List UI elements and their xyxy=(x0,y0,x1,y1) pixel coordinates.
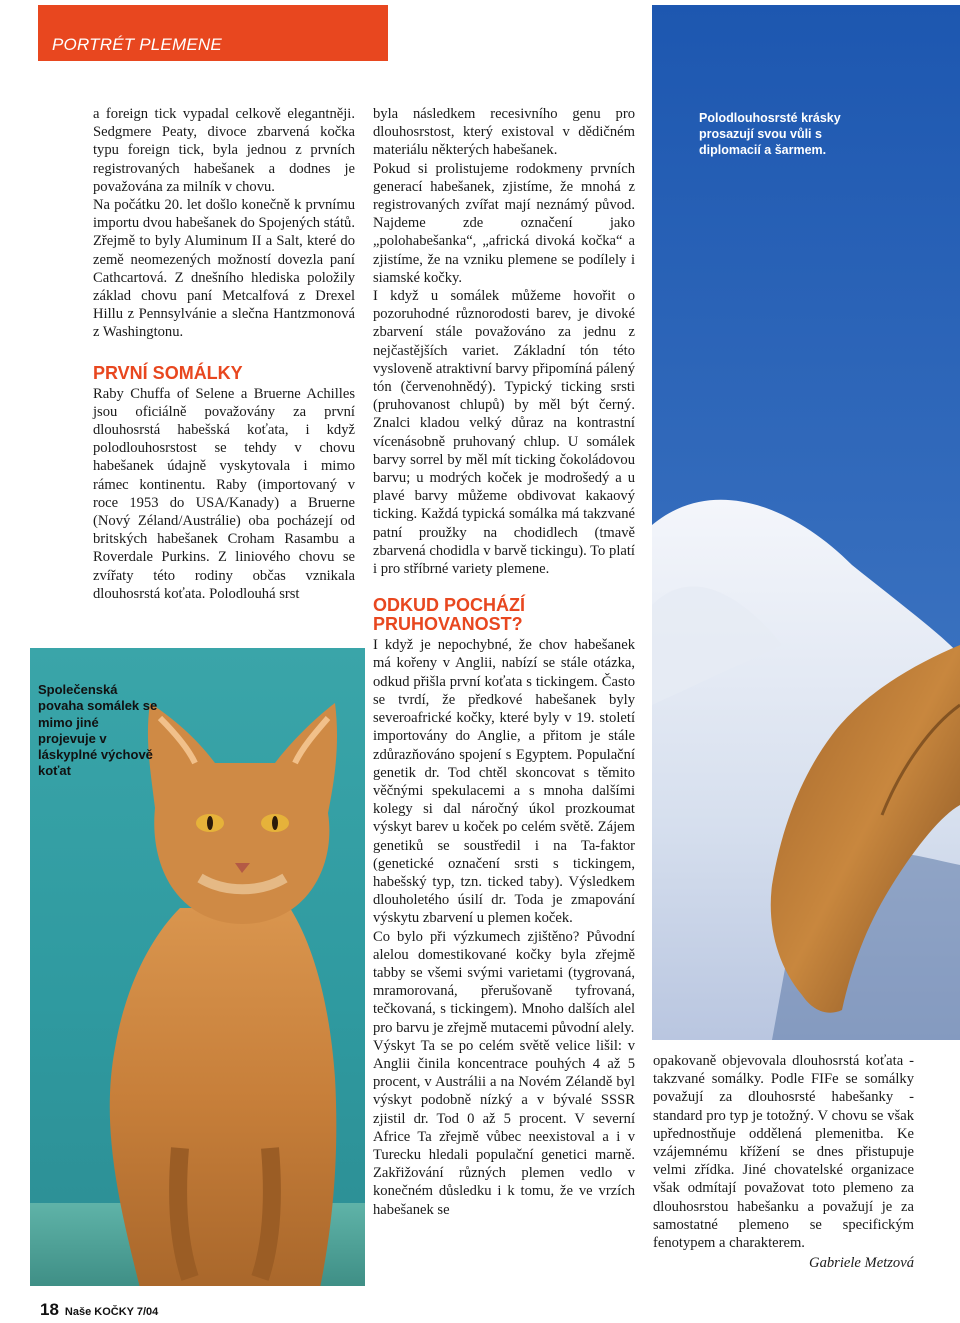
paragraph: Na počátku 20. let došlo konečně k prvnímu importu dvou habešanek do Spojených států. Zřejmě to byly Aluminum II a Salt, které do země neomezených možností dovezla paní Cathcartová. Z dnešního hlediska položily základ chovu paní Metcalfová z Drexel Hillu z Pennsylvánie a slečna Hantzmonová z Washingtonu. xyxy=(93,197,355,341)
paragraph: Co bylo při výzkumech zjištěno? Původní alelou domestikované kočky byla zřejmě tabby se všemi svými varietami (tygrovaná, mramorovaná, přerušovaně tyfrovaná, tečkovaná, s tickingem). Mnoho dalších alel pro barvu je zřejmě mutacemi původní alely. xyxy=(373,928,635,1036)
snow-cat-illustration xyxy=(652,5,960,1040)
magazine-issue: Naše KOČKY 7/04 xyxy=(64,1306,159,1318)
paragraph: Výskyt Ta se po celém světě velice lišil: v Anglii činila koncentrace pouhých 4 až 5 procent, v Austrálii a na Novém Zélandě byl výskyt podobně nízký a v bývalé SSSR zjistil dr. Tod 0 až 5 procent. V severní Africe Ta zřejmě vůbec neexistoval a i v Turecku hledali populační genetici marně. Zakřižování různých plemen vedlo v konečném důsledku i k tomu, že ve vrzích habešanek se xyxy=(373,1037,635,1218)
section-banner xyxy=(38,5,388,61)
section-title: PORTRÉT PLEMENE xyxy=(52,35,222,54)
photo-caption-left: Společenská povaha somálek se mimo jiné projevuje v láskyplné výchově koťat xyxy=(38,682,158,779)
right-photo xyxy=(652,5,960,1040)
text-column-1 xyxy=(93,105,355,603)
page-footer xyxy=(40,1300,158,1320)
paragraph: a foreign tick vypadal celkově elegantněji. Sedgmere Peaty, divoce zbarvená kočka typu foreign tick, byla jednou z prvních registrovaných habešanek a dodnes je považována za milník v chovu. xyxy=(93,106,355,195)
paragraph: I když u somálek můžeme hovořit o pozoruhodné různorodosti barev, je divoké zbarvení stále považováno za jednu z nejčastějších variet. Základní tón této vysloveně atraktivní barvy připomíná pálený tón (červenohnědý). Typický ticking srsti (pruhovanost chlupů) by měl být černý. Znalci kladou velký důraz na kontrastní vícenásobně pruhovaný chlup. U somálek barvy sorrel by měl mít ticking čokoládovou barvu; u modrých koček je modrošedý a u plavé barvy můžeme obdivovat kakaový ticking. Každá typická somálka má takzvané patní proužky na chodidlech (tmavě zbarvená chodidla v barvě tickingu). To platí i pro stříbrné variety plemene. xyxy=(373,288,635,578)
text-column-2 xyxy=(373,105,635,1219)
paragraph: Raby Chuffa of Selene a Bruerne Achilles jsou oficiálně považovány za první dlouhosrstá habešská koťata, i když polodlouhosrstost se tehdy v chovu habešanek údajně vyskytovala i mimo rámec kontinentu. Raby (importovaný v roce 1953 do USA/Kanady) a Bruerne (Nový Zéland/Austrálie) oba pocházejí od britských habešanek Croham Rasambu a Roverdale Purkins. Z liniového chovu se zvířaty této rodiny občas vznikala dlouhosrstá koťata. Polodlouhá srst xyxy=(93,385,355,602)
section-heading: PRVNÍ SOMÁLKY xyxy=(93,362,243,383)
photo-caption-right: Polodlouhosrsté krásky prosazují svou vůli s diplomacií a šarmem. xyxy=(699,111,841,157)
paragraph: byla následkem recesivního genu pro dlouhosrstost, který existoval v dědičném materiálu některých habešanek. xyxy=(373,106,635,159)
section-heading: ODKUD POCHÁZÍ PRUHOVANOST? xyxy=(373,595,525,635)
page-number: 18 xyxy=(40,1300,59,1319)
author-name: Gabriele Metzová xyxy=(809,1255,914,1272)
text-column-3 xyxy=(653,1052,914,1272)
paragraph: Pokud si prolistujeme rodokmeny prvních generací habešanek, zjistíme, že mnohá z registrovaných zvířat mají neznámý původ. Najdeme zde označení jako „polohabešanka“, „africká divoká kočka“ a zjistíme, že na vzniku plemene se podílely i siamské kočky. xyxy=(373,160,635,286)
paragraph: opakovaně objevovala dlouhosrstá koťata - takzvané somálky. Podle FIFe se somálky považují za dlouhosrsté habešanky - standard pro typ je totožný. V chovu se však upřednostňuje oddělená plemenitba. Ke vzájemnému křížení se dnes přistupuje velmi zřídka. Jiné chovatelské organizace však odmítají považovat toto plemeno za dlouhosrstou habešanku a považují je za samostatné plemeno se specifickým fenotypem a charakterem. xyxy=(653,1053,914,1252)
paragraph: I když je nepochybné, že chov habešanek má kořeny v Anglii, nabízí se stále otázka, odkud přišla první koťata s tickingem. Často se tvrdí, že předkové habešanek byly severoafrické kočky, které byly v 19. století importovány do Anglie, a přitom je stále zdůrazňováno spojení s Egyptem. Populační genetik dr. Tod chtěl skoncovat s těmito věčnými spekulacemi a s mnoha dalšími kolegy si dal náročný úkol prozkoumat výskyt barev u koček po celém světě. Zájem genetiků se soustředil i na Ta-faktor (genetické označení srsti s tickingem, habešský typ, tzn. ticked taby). Výsledkem dlouholetého úsilí dr. Toda je zmapování výskytu zbarvení u plemen koček. xyxy=(373,637,635,927)
